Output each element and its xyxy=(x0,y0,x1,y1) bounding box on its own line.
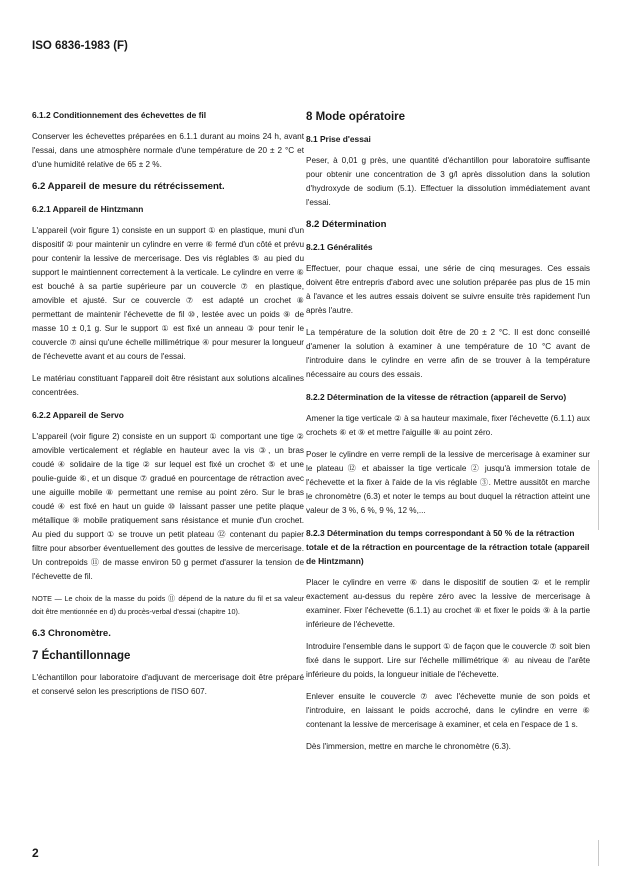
heading-8-1: 8.1 Prise d'essai xyxy=(306,134,371,144)
scan-edge-mark xyxy=(598,460,599,530)
heading-8: 8 Mode opératoire xyxy=(306,111,406,123)
page-number: 2 xyxy=(32,846,39,860)
heading-6-2: 6.2 Appareil de mesure du rétrécissement. xyxy=(32,181,225,192)
paragraph-temperature: La température de la solution doit être de 20 ± 2 °C. Il est donc conseillé d'amener la solution à examiner à une température de 10 °C avant de l'introduire dans le cylindre en verre afin de se trouver à la température nécessaire au cours des essais. xyxy=(306,328,590,379)
page-header: ISO 6836-1983 (F) xyxy=(32,40,128,52)
paragraph-conditioning: Conserver les échevettes préparées en 6.1.1 durant au moins 24 h, avant l'essai, dans une atmosphère normale d'une température de 20 ± 2 °C et d'une humidité relative de 65 ± 2 %. xyxy=(32,132,304,169)
heading-8-2: 8.2 Détermination xyxy=(306,219,387,230)
note-weight: NOTE — Le choix de la masse du poids ⑪ dépend de la nature du fil et sa valeur doit être mentionnée en d) du procès-verbal d'essai (chapitre 10). xyxy=(32,594,304,616)
heading-6-3: 6.3 Chronomètre. xyxy=(32,628,111,639)
heading-6-1-2: 6.1.2 Conditionnement des échevettes de fil xyxy=(32,110,207,120)
paragraph-immersion-servo: Poser le cylindre en verre rempli de la lessive de mercerisage à examiner sur le plateau ⑫ et abaisser la tige verticale ② jusqu'à immersion totale de l'échevette et la fixer à l'aide de la vis réglable ③. Mettre aussitôt en marche le chronomètre (6.3) et noter le temps au bout duquel la rétraction atteint une valeur de 3 %, 6 %, 9 %, 12 %,... xyxy=(306,450,590,515)
heading-6-2-2: 6.2.2 Appareil de Servo xyxy=(32,410,124,420)
heading-8-2-2: 8.2.2 Détermination de la vitesse de rétraction (appareil de Servo) xyxy=(306,392,567,402)
heading-6-2-1: 6.2.1 Appareil de Hintzmann xyxy=(32,204,144,214)
paragraph-start-chronometer: Dès l'immersion, mettre en marche le chronomètre (6.3). xyxy=(306,742,511,751)
paragraph-introduce-assembly: Introduire l'ensemble dans le support ① de façon que le couvercle ⑦ soit bien fixé dans le support. Lire sur l'échelle millimétrique ④ au niveau de l'arête inférieure du poids, la longueur initiale de l'échevette. xyxy=(306,642,590,679)
paragraph-sampling: L'échantillon pour laboratoire d'adjuvant de mercerisage doit être préparé et conservé selon les prescriptions de l'ISO 607. xyxy=(32,673,304,696)
paragraph-hintzmann-apparatus: L'appareil (voir figure 1) consiste en un support ① en plastique, muni d'un dispositif ② pour maintenir un cylindre en verre ⑥ fermé d'un côté et prévu pour contenir la lessive de mercerisage. Des vis réglables ⑤ au pied du support le maintiennent correctement à la verticale. Le cylindre en verre ⑥ est bouché à sa partie supérieure par un couvercle ⑦ en plastique, amovible et ajusté. Sur ce couvercle ⑦ est adapté un crochet ⑧ permettant de maintenir l'échevette de fil ⑩, lestée avec un poids ⑨ de masse 10 ± 0,1 g. Sur le support ① est fixé un anneau ③ pour tenir le couvercle ⑦ ainsi qu'une échelle millimétrique ④ pour mesurer la longueur de l'échevette avant et au cours de l'essai. xyxy=(32,226,304,361)
paragraph-test-portion: Peser, à 0,01 g près, une quantité d'échantillon pour laboratoire suffisante pour obtenir une concentration de 3 g/l après dissolution dans la solution d'hydroxyde de sodium (5.1). Effectuer la dissolution immédiatement avant l'essai. xyxy=(306,156,590,207)
right-column xyxy=(306,108,590,762)
scan-edge-mark xyxy=(598,840,599,866)
heading-8-2-3: 8.2.3 Détermination du temps correspondant à 50 % de la rétraction totale et de la rétraction en pourcentage de la rétraction totale (appareil de Hintzmann) xyxy=(306,528,590,566)
paragraph-material: Le matériau constituant l'appareil doit être résistant aux solutions alcalines concentrées. xyxy=(32,374,304,397)
paragraph-generalities: Effectuer, pour chaque essai, une série de cinq mesurages. Ces essais doivent être entrepris d'abord avec une solution préparée pas plus de 15 min à l'avance et les autres essais doivent se suivre ensuite très rapidement l'un après l'autre. xyxy=(306,264,590,315)
heading-7: 7 Échantillonnage xyxy=(32,650,131,662)
paragraph-remove-cover: Enlever ensuite le couvercle ⑦ avec l'échevette munie de son poids et l'introduire, en laissant le poids accroché, dans le cylindre en verre ⑥ contenant la lessive de mercerisage à examiner, et cela en l'espace de 1 s. xyxy=(306,692,590,729)
paragraph-servo-apparatus: L'appareil (voir figure 2) consiste en un support ① comportant une tige ② amovible verticalement et réglable en hauteur avec la vis ③, un bras coudé ④ solidaire de la tige ② sur lequel est fixé un crochet ⑤ et une poulie-guide ⑥, et un disque ⑦ gradué en pourcentage de rétraction avec une aiguille mobile ⑧ permettant une remise au point zéro. Sur le bras coudé ④ est fixé en haut un guide ⑩ laissant passer une petite plaque métallique ⑨ mobile pratiquement sans résistance et munie d'un crochet. Au pied du support ① se trouve un petit plateau ⑫ contenant du papier filtre pour absorber éventuellement des gouttes de lessive de mercerisage. Un contrepoids ⑪ de masse environ 50 g permet d'assurer la tension de l'échevette de fil. xyxy=(32,432,304,581)
paragraph-place-cylinder: Placer le cylindre en verre ⑥ dans le dispositif de soutien ② et le remplir exactement au-dessus du repère zéro avec la lessive de mercerisage à examiner. Fixer l'échevette (6.1.1) au crochet ⑧ et fixer le poids ⑨ à la partie inférieure de l'échevette. xyxy=(306,578,590,629)
left-column xyxy=(32,108,304,707)
heading-8-2-1: 8.2.1 Généralités xyxy=(306,242,373,252)
paragraph-raise-rod: Amener la tige verticale ② à sa hauteur maximale, fixer l'échevette (6.1.1) aux crochets ⑥ et ⑨ et mettre l'aiguille ⑧ au point zéro. xyxy=(306,414,590,437)
